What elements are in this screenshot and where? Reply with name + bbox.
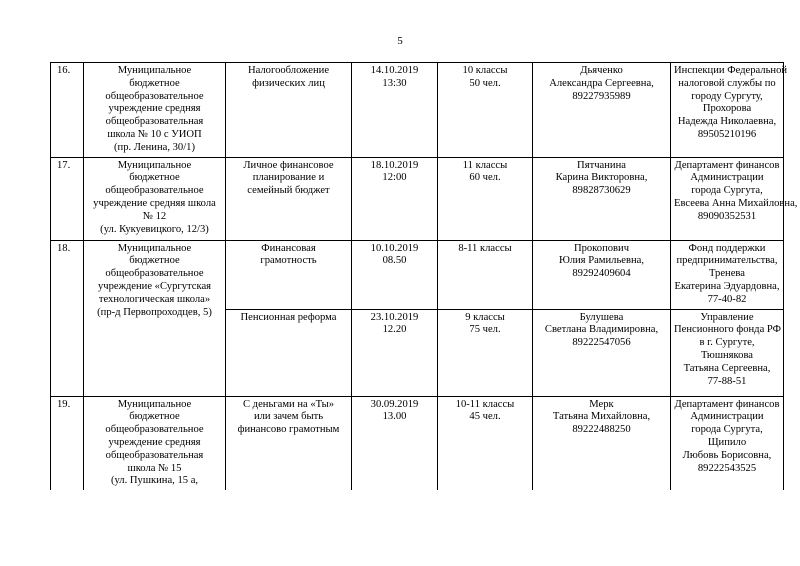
organizer-cell-line: Надежда Николаевна,	[677, 116, 777, 128]
datetime-cell-line: 30.09.2019	[370, 398, 419, 410]
organizer-cell-line: Департамент финансов	[674, 159, 780, 171]
datetime-cell-line: 14.10.2019	[370, 65, 419, 76]
audience-cell-line: 10 классы	[462, 65, 508, 76]
responsible-cell	[533, 157, 671, 240]
organizer-cell-line: 77-40-82	[707, 293, 747, 305]
datetime-cell-line: 23.10.2019	[370, 311, 419, 323]
institution-cell-line: школа № 10 с УИОП	[107, 128, 202, 140]
topic-cell-line: Личное финансовое	[243, 159, 334, 171]
datetime-cell-line: 13:30	[382, 77, 407, 89]
organizer-cell-line: Тюшнякова	[700, 349, 754, 361]
organizer-cell-line: Департамент финансов	[674, 398, 780, 410]
table-row	[51, 396, 784, 490]
organizer-cell-line: 89222543525	[697, 462, 757, 474]
audience-cell-line: 8-11 классы	[458, 242, 512, 254]
datetime-cell	[352, 396, 438, 490]
topic-cell-line: Финансовая	[261, 242, 316, 254]
responsible-cell-line: Александра Сергеевна,	[549, 77, 654, 89]
topic-cell-line: грамотность	[260, 255, 317, 267]
organizer-cell-line: Инспекции Федеральной	[674, 65, 788, 76]
datetime-cell-line: 12:00	[382, 172, 407, 184]
institution-cell-line: общеобразовательное	[105, 185, 204, 197]
topic-cell-line: или зачем быть	[253, 411, 324, 423]
responsible-cell-line: 89222547056	[572, 337, 631, 349]
page-number: 5	[397, 35, 403, 47]
audience-cell-line: 50 чел.	[469, 77, 501, 89]
organizer-cell-line: Фонд поддержки	[688, 242, 766, 254]
institution-cell-line: Муниципальное	[117, 398, 192, 410]
audience-cell-line: 10-11 классы	[455, 398, 515, 410]
institution-cell-line: общеобразовательная	[105, 449, 204, 461]
organizer-cell-line: 89090352531	[697, 210, 757, 222]
responsible-cell-line: Мерк	[589, 398, 614, 410]
institution-cell-line: общеобразовательное	[105, 90, 204, 102]
audience-cell-line: 45 чел.	[469, 411, 501, 423]
organizer-cell-line: Администрации	[690, 172, 764, 184]
responsible-cell-line: Карина Викторовна,	[555, 172, 648, 184]
institution-cell-line: (пр. Ленина, 30/1)	[114, 141, 195, 153]
datetime-cell-line: 13.00	[382, 411, 407, 423]
institution-cell-line: № 12	[142, 210, 167, 222]
datetime-cell	[352, 157, 438, 240]
responsible-cell-line: 89828730629	[572, 185, 631, 197]
organizer-cell-line: в г. Сургуте,	[699, 337, 755, 349]
institution-cell	[84, 240, 226, 396]
responsible-cell-line: Прокопович	[573, 242, 630, 254]
organizer-cell	[671, 63, 788, 158]
topic-cell	[226, 396, 352, 490]
table-row	[51, 63, 784, 158]
institution-cell-line: школа № 15	[127, 462, 182, 474]
responsible-cell-line: Юлия Рамильевна,	[558, 255, 645, 267]
organizer-cell-line: Татьяна Сергеевна,	[683, 362, 771, 374]
row-number: 19.	[51, 396, 84, 490]
organizer-cell-line: Тренева	[708, 268, 745, 280]
responsible-cell-line: Пятчанина	[577, 159, 626, 171]
responsible-cell	[533, 309, 671, 396]
responsible-cell-line: Татьяна Михайловна,	[552, 411, 651, 423]
audience-cell	[438, 309, 533, 396]
organizer-cell-line: Евсеева Анна Михайловна,	[674, 197, 798, 209]
organizer-cell-line: предпринимательства,	[676, 255, 778, 267]
topic-cell-line: Пенсионная реформа	[240, 311, 337, 323]
organizer-cell-line: Пенсионного фонда РФ	[674, 324, 782, 336]
table-row	[51, 240, 784, 309]
institution-cell-line: (ул. Кукуевицкого, 12/3)	[100, 223, 209, 235]
topic-cell	[226, 157, 352, 240]
responsible-cell-line: Дьяченко	[580, 65, 623, 76]
organizer-cell-line: Управление	[700, 311, 754, 323]
organizer-cell-line: города Сургута,	[691, 185, 763, 197]
topic-cell-line: планирование и	[252, 172, 325, 184]
organizer-cell-line: 89505210196	[697, 128, 757, 140]
responsible-cell-line: 89222488250	[572, 424, 631, 436]
datetime-cell	[352, 240, 438, 309]
institution-cell-line: общеобразовательное	[105, 268, 204, 280]
institution-cell-line: Муниципальное	[117, 242, 192, 254]
institution-cell-line: общеобразовательное	[105, 424, 204, 436]
topic-cell	[226, 309, 352, 396]
audience-cell	[438, 396, 533, 490]
responsible-cell-line: 89292409604	[572, 268, 631, 280]
institution-cell-line: учреждение средняя	[108, 436, 201, 448]
topic-cell	[226, 63, 352, 158]
institution-cell-line: Муниципальное	[117, 159, 192, 171]
institution-cell-line: (пр-д Первопроходцев, 5)	[97, 306, 212, 318]
institution-cell-line: бюджетное	[129, 172, 180, 184]
datetime-cell-line: 12.20	[382, 324, 407, 336]
organizer-cell	[671, 157, 798, 240]
datetime-cell	[352, 309, 438, 396]
institution-cell-line: (ул. Пушкина, 15 а,	[110, 475, 199, 487]
organizer-cell-line: Екатерина Эдуардовна,	[674, 280, 780, 292]
institution-cell-line: бюджетное	[129, 77, 180, 89]
institution-cell-line: технологическая школа»	[98, 293, 211, 305]
organizer-cell-line: Щипило	[707, 436, 747, 448]
events-table	[50, 62, 798, 490]
institution-cell-line: учреждение «Сургутская	[97, 280, 212, 292]
organizer-cell	[671, 396, 784, 490]
audience-cell	[438, 63, 533, 158]
responsible-cell	[533, 240, 671, 309]
responsible-cell-line: Булушева	[579, 311, 624, 323]
audience-cell-line: 75 чел.	[469, 324, 501, 336]
topic-cell-line: Налогообложение	[247, 65, 330, 76]
datetime-cell-line: 08.50	[382, 255, 407, 267]
row-number: 16.	[51, 63, 84, 158]
topic-cell-line: семейный бюджет	[247, 185, 330, 197]
topic-cell-line: физических лиц	[252, 77, 325, 89]
audience-cell-line: 60 чел.	[469, 172, 501, 184]
datetime-cell-line: 10.10.2019	[370, 242, 419, 254]
audience-cell-line: 11 классы	[462, 159, 508, 171]
organizer-cell-line: Администрации	[690, 411, 764, 423]
responsible-cell-line: Светлана Владимировна,	[544, 324, 659, 336]
responsible-cell	[533, 396, 671, 490]
organizer-cell-line: города Сургута,	[691, 424, 763, 436]
organizer-cell-line: Прохорова	[702, 103, 752, 115]
organizer-cell	[671, 309, 784, 396]
institution-cell-line: учреждение средняя школа	[93, 197, 216, 209]
organizer-cell-line: городу Сургуту,	[691, 90, 763, 102]
organizer-cell-line: Любовь Борисовна,	[682, 449, 772, 461]
institution-cell-line: бюджетное	[129, 255, 180, 267]
responsible-cell	[533, 63, 671, 158]
institution-cell	[84, 63, 226, 158]
organizer-cell-line: 77-88-51	[707, 375, 747, 387]
organizer-cell-line: налоговой службы по	[678, 77, 776, 89]
responsible-cell-line: 89227935989	[572, 90, 631, 102]
institution-cell-line: общеобразовательная	[105, 116, 204, 128]
institution-cell	[84, 157, 226, 240]
institution-cell	[84, 396, 226, 490]
datetime-cell-line: 18.10.2019	[370, 159, 419, 171]
organizer-cell	[671, 240, 784, 309]
institution-cell-line: Муниципальное	[117, 65, 192, 76]
topic-cell	[226, 240, 352, 309]
audience-cell	[438, 240, 533, 309]
row-number: 17.	[51, 157, 84, 240]
audience-cell-line: 9 классы	[465, 311, 505, 323]
topic-cell-line: финансово грамотным	[237, 424, 340, 436]
topic-cell-line: С деньгами на «Ты»	[242, 398, 335, 410]
institution-cell-line: бюджетное	[129, 411, 180, 423]
table-row	[51, 157, 784, 240]
row-number: 18.	[51, 240, 84, 396]
datetime-cell	[352, 63, 438, 158]
audience-cell	[438, 157, 533, 240]
institution-cell-line: учреждение средняя	[108, 103, 201, 115]
